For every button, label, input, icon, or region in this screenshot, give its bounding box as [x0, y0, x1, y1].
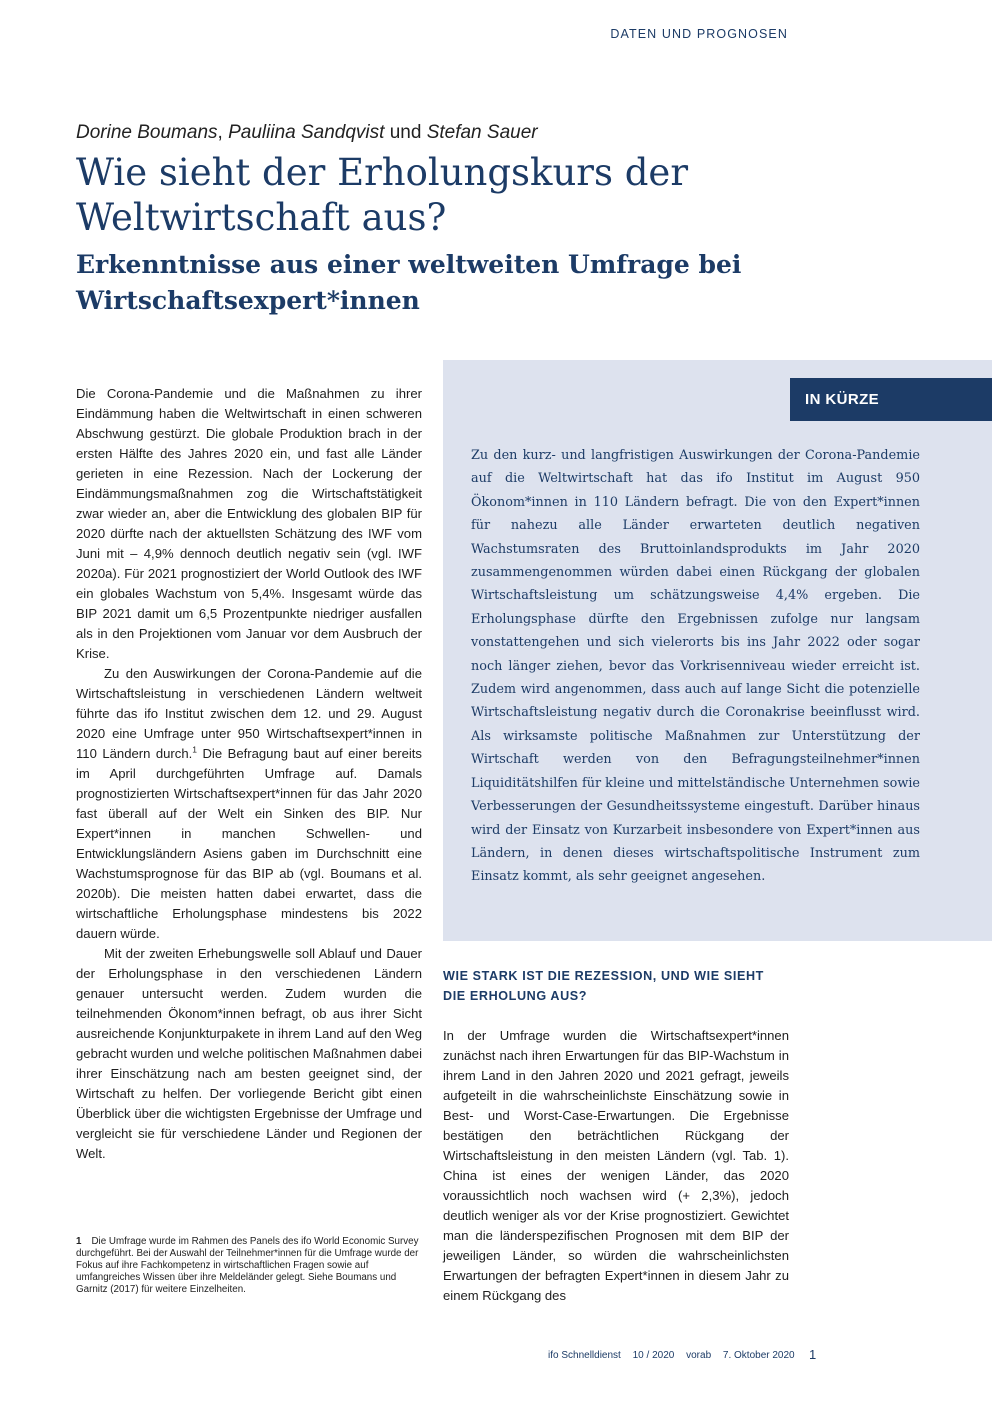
body-paragraph	[76, 664, 422, 944]
author-name: Stefan Sauer	[426, 122, 538, 143]
page-footer	[548, 1350, 804, 1361]
summary-label: IN KÜRZE	[790, 378, 992, 421]
article-title: Wie sieht der Erholungskurs der Weltwirtschaft aus?	[76, 151, 688, 239]
body-right-column: In der Umfrage wurden die Wirtschaftsexpert*innen zunächst nach ihren Erwartungen für das BIP-Wachstum in ihrem Land in den Jahren 2020 und 2021 gefragt, jeweils aufgeteilt in die wahrscheinlichste Einschätzung sowie in Best- und Worst-Case-Erwartungen. Die Ergebnisse bestätigen den beträchtlichen Rückgang der Wirtschaftsleistung in den meisten Ländern (vgl. Tab. 1). China ist eines der wenigen Länder, das 2020 voraussichtlich noch wachsen wird (+ 2,3%), jedoch deutlich weniger als vor der Krise prognostiziert. Gewichtet man die länderspezifischen Prognosen mit dem BIP der jeweiligen Länder, so würden die wahrscheinlichsten Erwartungen der befragten Expert*innen in diesem Jahr zu einem Rückgang des	[443, 1028, 789, 1303]
page-number: 1	[809, 1347, 817, 1362]
footnote-mark: 1	[76, 1236, 82, 1247]
publication-name: ifo Schnelldienst	[548, 1350, 621, 1361]
body-text: Die Befragung baut auf einer bereits im April durchgeführten Umfrage auf. Damals prognostizierten Wirtschaftsexpert*innen für das Jahr 2020 fast überall auf der Welt ein Sinken des BIP. Nur Expert*innen in manchen Schwellen- und Entwicklungsländern Asiens gaben im Durchschnitt eine Wachstumsprognose für das BIP ab (vgl. Boumans et al. 2020b). Die meisten hatten dabei erwartet, dass die wirtschaftliche Erholungsphase mindestens bis 2022 dauern würde.	[76, 746, 422, 941]
author-name: Dorine Boumans	[76, 122, 218, 143]
issue-number: 10 / 2020	[632, 1350, 675, 1361]
section-heading: WIE STARK IST DIE REZESSION, UND WIE SIEHT DIE ERHOLUNG AUS?	[443, 969, 764, 1003]
publication-status: vorab	[686, 1350, 712, 1361]
article-subtitle: Erkenntnisse aus einer weltweiten Umfrage bei Wirtschaftsexpert*innen	[76, 250, 742, 315]
body-paragraph: Die Corona-Pandemie und die Maßnahmen zu ihrer Eindämmung haben die Weltwirtschaft in einen schweren Abschwung gestürzt. Die globale Produktion brach in der ersten Hälfte des Jahres 2020 ein, und fast alle Länder gerieten in eine Rezession. Nach der Lockerung der Eindämmungsmaßnahmen zog die Wirtschaftstätigkeit zwar wieder an, aber die Entwicklung des globalen BIP für 2020 dürfte nach der aktuellsten Schätzung des IWF vom Juni mit – 4,9% dennoch deutlich negativ sein (vgl. IWF 2020a). Für 2021 prognostiziert der World Outlook des IWF ein globales Wachstum von 5,4%. Insgesamt würde das BIP 2021 damit um 6,5 Prozentpunkte niedriger ausfallen als in den Projektionen vom Januar vor dem Ausbruch der Krise.	[76, 386, 422, 661]
publication-date: 7. Oktober 2020	[722, 1350, 795, 1361]
body-left-column	[76, 384, 422, 1164]
author-name: Pauliina Sandqvist	[228, 122, 385, 143]
author-conjunction: und	[384, 122, 427, 143]
footnote-text: Die Umfrage wurde im Rahmen des Panels des ifo World Economic Survey durchgeführt. Bei der Auswahl der Teilnehmer*innen für die Umfrage wurde der Fokus auf ihre Fachkompetenz in wirtschaftlichen Fragen sowie auf umfangreiches Wissen über ihre Meldeländer gelegt. Siehe Boumans und Garnitz (2017) für weitere Einzelheiten.	[76, 1236, 419, 1295]
author-separator: ,	[217, 122, 229, 143]
body-text: Zu den Auswirkungen der Corona-Pandemie auf die Wirtschaftsleistung in verschiedenen Ländern weltweit führte das ifo Institut zwischen dem 12. und 29. August 2020 eine Umfrage unter 950 Wirtschaftsexpert*innen in 110 Ländern durch.	[76, 666, 422, 761]
body-paragraph: Mit der zweiten Erhebungswelle soll Ablauf und Dauer der Erholungsphase in den verschiedenen Ländern genauer untersucht werden. Zudem wurden die teilnehmenden Ökonom*innen befragt, ob aus ihrer Sicht ausreichende Konjunkturpakete in ihrem Land auf den Weg gebracht wurden und welche politischen Maßnahmen dabei ihrer Einschätzung nach am besten geeignet sind, der Wirtschaft zu helfen. Der vorliegende Bericht gibt einen Überblick über die wichtigsten Ergebnisse der Umfrage und vergleicht sie für verschiedene Länder und Regionen der Welt.	[76, 946, 422, 1161]
footnote	[76, 1236, 422, 1296]
author-line	[76, 122, 538, 144]
section-label: DATEN UND PROGNOSEN	[610, 27, 788, 41]
summary-text: Zu den kurz- und langfristigen Auswirkungen der Corona-Pandemie auf die Weltwirtschaft hat das ifo Institut im August 950 Ökonom*innen in 110 Ländern befragt. Die von den Expert*innen für nahezu alle Länder erwarteten deutlich negativen Wachstumsraten des Bruttoinlandsprodukts im Jahr 2020 zusammengenommen würden dabei einen Rückgang der globalen Wirtschaftsleistung um schätzungsweise 4,4% ergeben. Die Erholungsphase dürfte den Ergebnissen zufolge nur langsam vonstattengehen und sich vielerorts bis ins Jahr 2022 oder sogar noch länger ziehen, bevor das Vorkrisenniveau wieder erreicht ist. Zudem wird angenommen, dass auch auf lange Sicht die potenzielle Wirtschaftsleistung negativ durch die Coronakrise beeinflusst wird. Als wirksamste politische Maßnahmen zur Unterstützung der Wirtschaft werden von den Befragungsteilnehmer*innen Liquiditätshilfen für kleine und mittelständische Unternehmen sowie Verbesserungen der Gesundheitssysteme eingestuft. Darüber hinaus wird der Einsatz von Kurzarbeit insbesondere von Expert*innen aus Ländern, in denen dieses wirtschaftspolitische Instrument zum Einsatz kommt, als sehr geeignet angesehen.	[471, 448, 920, 885]
footnote-reference[interactable]: 1	[192, 744, 197, 755]
